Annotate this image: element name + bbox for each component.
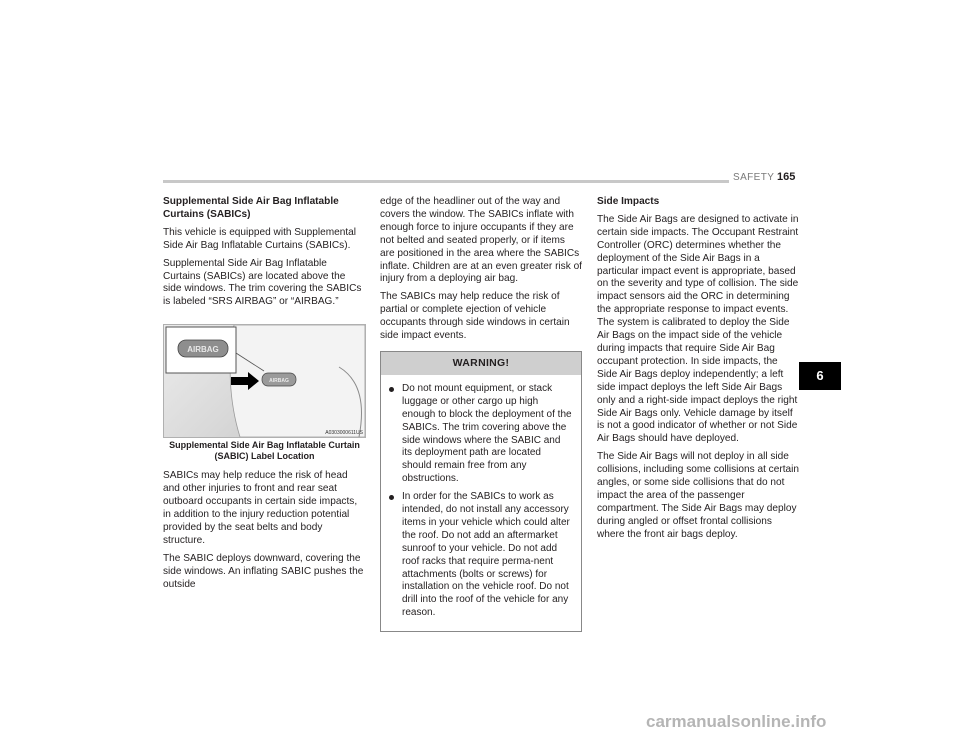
paragraph: The SABICs may help reduce the risk of partial or complete ejection of vehicle occupants through side windows in certain side impact events.: [380, 291, 570, 342]
chapter-tab: 6: [799, 362, 841, 390]
left-column: [163, 196, 366, 596]
figure-caption: Supplemental Side Air Bag Inflatable Curtain (SABIC) Label Location: [169, 440, 360, 462]
warning-item: [389, 383, 573, 486]
watermark: carmanualsonline.info: [646, 712, 827, 731]
bullet-icon: [389, 387, 394, 392]
warning-item: [389, 491, 573, 620]
section-heading-sabic: Supplemental Side Air Bag Inflatable Curtains (SABICs): [163, 196, 339, 220]
paragraph: The SABIC deploys downward, covering the side windows. An inflating SABIC pushes the outside: [163, 552, 364, 590]
warning-box: [380, 351, 582, 632]
warning-item-text: Do not mount equipment, or stack luggage or other cargo up high enough to block the deployment of the SABICs. The trim covering above the side windows where the SABIC and its deployment path are located should remain free from any obstructions.: [402, 382, 572, 485]
paragraph: The Side Air Bags will not deploy in all side collisions, including some collisions at certain angles, or some side collisions that do not impact the area of the passenger compartment. The Side Air Bags may deploy during angled or offset frontal collisions where the front air bags deploy.: [597, 451, 799, 540]
paragraph: edge of the headliner out of the way and covers the window. The SABICs inflate with enough force to injure occupants if they are not belted and seated properly, or if items are positioned in the area where the SABICs inflate. Children are at an even greater risk of injury from a deploying air bag.: [380, 196, 582, 285]
section-name: SAFETY: [733, 172, 775, 183]
image-code: A0303000611US: [325, 430, 363, 437]
paragraph: Supplemental Side Air Bag Inflatable Curtains (SABICs) are located above the side windows. The trim covering the SABICs is labeled “SRS AIRBAG” or “AIRBAG.”: [163, 257, 362, 308]
warning-list: [381, 375, 581, 631]
middle-column: [380, 196, 582, 632]
bullet-icon: [389, 495, 394, 500]
paragraph: The Side Air Bags are designed to activate in certain side impacts. The Occupant Restraint Controller (ORC) determines whether the deployment of the Side Air Bags in a particular impact event is appropriate, based on the severity and type of collision. The side impact sensors aid the ORC in determining the appropriate response to impact events. The system is calibrated to deploy the Side Air Bags on the impact side of the vehicle during impacts that require Side Air Bag occupant protection. In side impacts, the Side Air Bags deploy independently; a left side impact deploys the left Side Air Bags only and a right-side impact deploys the right Side Air Bags only. Vehicle damage by itself is not a good indicator of whether or not Side Air Bags should have deployed.: [597, 213, 799, 445]
warning-title: WARNING!: [381, 352, 581, 375]
airbag-badge-large: AIRBAG: [187, 345, 219, 355]
header-rule: [163, 180, 729, 183]
page-number: 165: [777, 171, 796, 183]
right-column: [597, 196, 800, 547]
section-heading-side-impacts: Side Impacts: [597, 196, 660, 207]
warning-item-text: In order for the SABICs to work as intended, do not install any accessory items in your vehicle which could alter the roof. Do not add an aftermarket sunroof to your vehicle. Do not add roof racks that require perma-nent attachments (bolts or screws) for installation on the vehicle roof. Do not drill into the roof of the vehicle for any reason.: [402, 491, 570, 619]
paragraph: SABICs may help reduce the risk of head and other injuries to front and rear seat outboard occupants in certain side impacts, in addition to the injury reduction potential provided by the seat belts and body structure.: [163, 470, 358, 546]
sabic-illustration: [164, 325, 365, 437]
sabic-label-figure: [163, 324, 366, 438]
airbag-badge-small: AIRBAG: [269, 378, 289, 385]
paragraph: This vehicle is equipped with Supplemental Side Air Bag Inflatable Curtains (SABICs).: [163, 226, 357, 251]
